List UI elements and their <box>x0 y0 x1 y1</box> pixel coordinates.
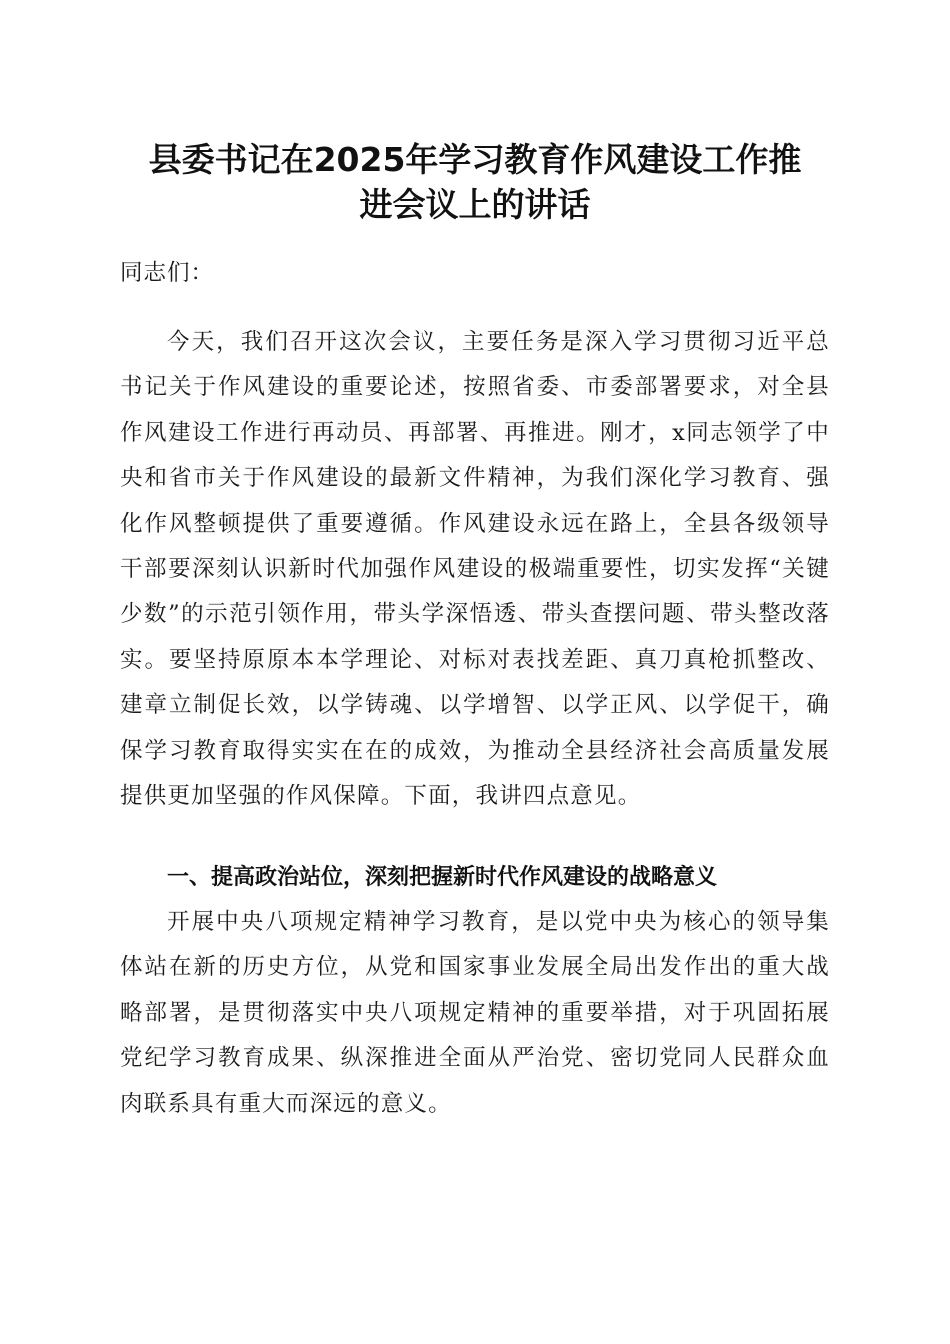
document-title-line-1: 县委书记在2025年学习教育作风建设工作推 <box>148 140 802 179</box>
paragraph-section-1: 开展中央八项规定精神学习教育，是以党中央为核心的领导集体站在新的历史方位，从党和国家事业发展全局出发作出的重大战略部署，是贯彻落实中央八项规定精神的重要举措，对于巩固拓展党纪学习教育成果、纵深推进全面从严治党、密切党同人民群众血肉联系具有重大而深远的意义。 <box>120 909 830 1117</box>
salutation: 同志们： <box>120 260 215 286</box>
section-heading-1: 一、提高政治站位，深刻把握新时代作风建设的战略意义 <box>167 865 718 890</box>
paragraph-opening: 今天，我们召开这次会议，主要任务是深入学习贯彻习近平总书记关于作风建设的重要论述，按照省委、市委部署要求，对全县作风建设工作进行再动员、再部署、再推进。刚才，x同志领学了中央和省市关于作风建设的最新文件精神，为我们深化学习教育、强化作风整顿提供了重要遵循。作风建设永远在路上，全县各级领导干部要深刻认识新时代加强作风建设的极端重要性，切实发挥“关键少数”的示范引领作用，带头学深悟透、带头查摆问题、带头整改落实。要坚持原原本本学理论、对标对表找差距、真刀真枪抓整改、建章立制促长效，以学铸魂、以学增智、以学正风、以学促干，确保学习教育取得实实在在的成效，为推动全县经济社会高质量发展提供更加坚强的作风保障。下面，我讲四点意见。 <box>120 329 830 810</box>
document-title-line-2: 进会议上的讲话 <box>359 185 591 224</box>
